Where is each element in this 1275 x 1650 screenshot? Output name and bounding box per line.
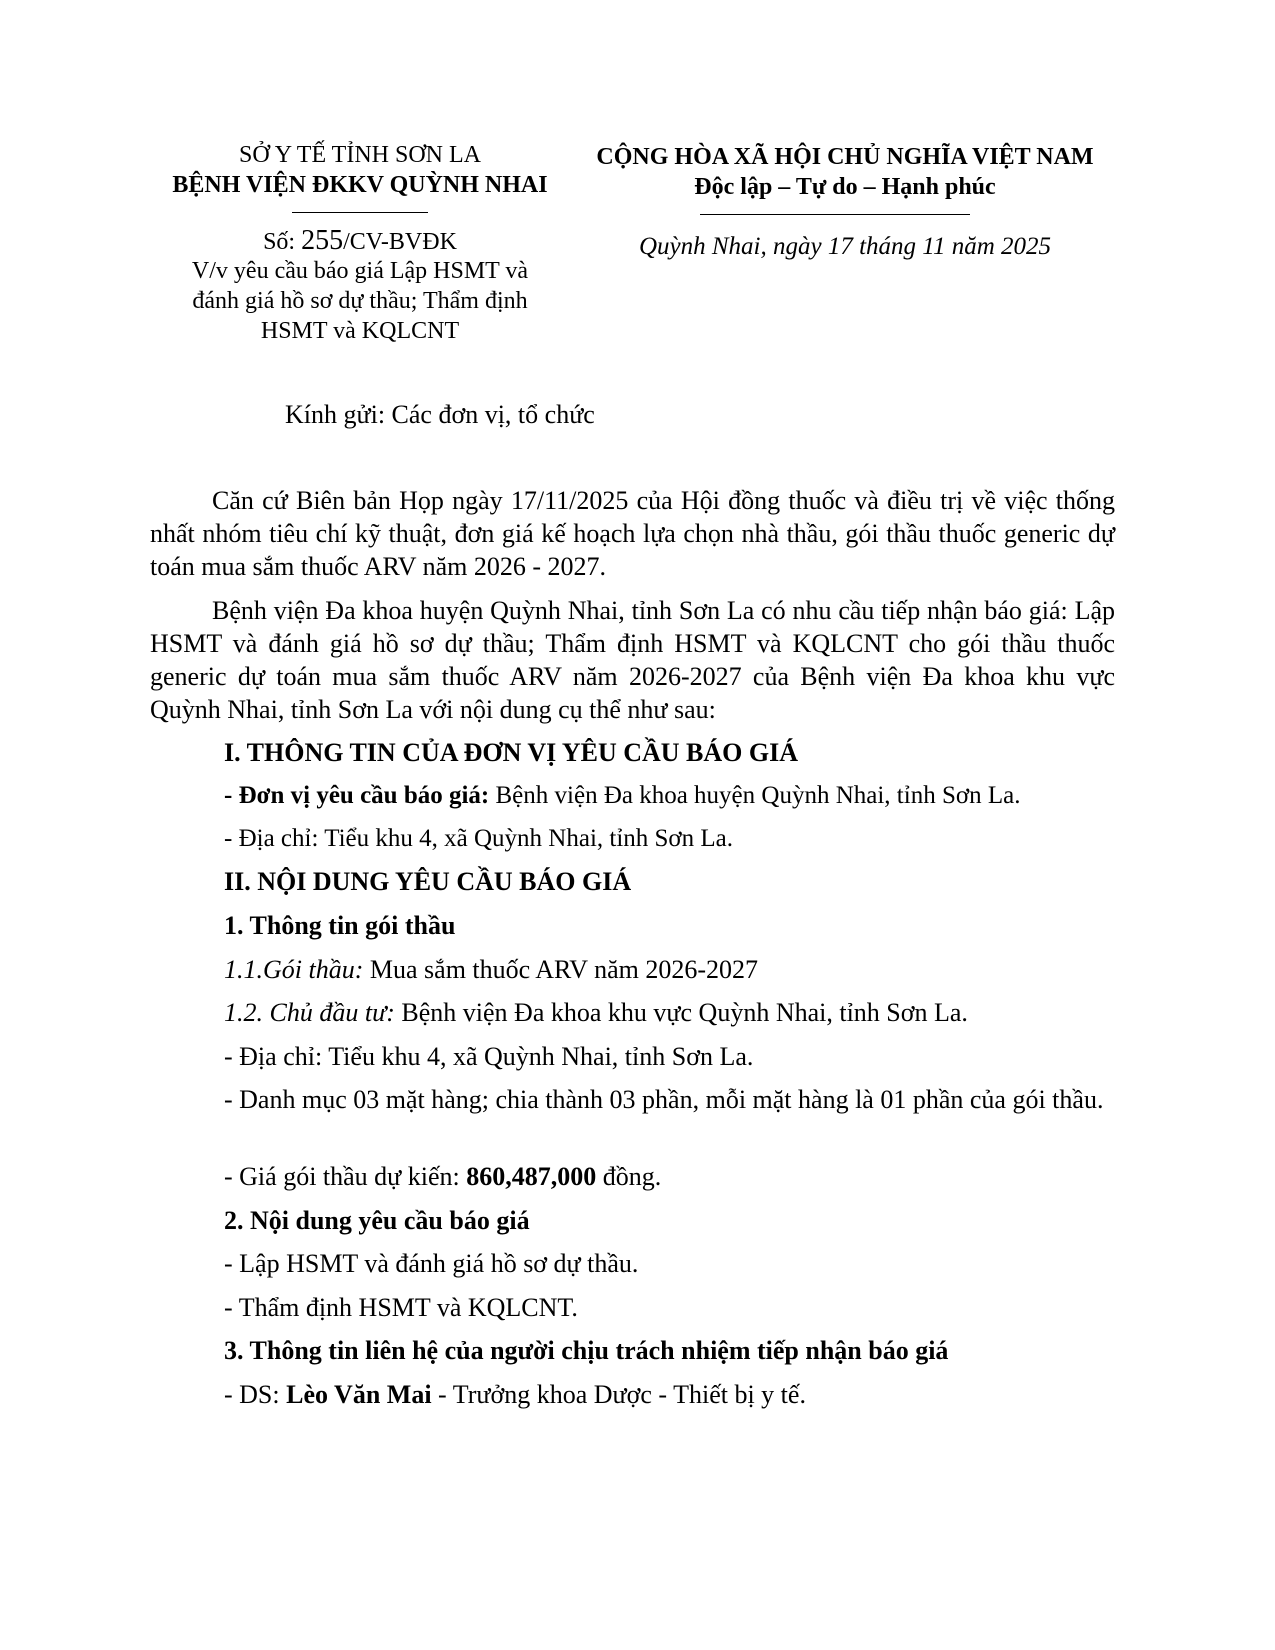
paragraph-request: Bệnh viện Đa khoa huyện Quỳnh Nhai, tỉnh Sơn La có nhu cầu tiếp nhận báo giá: Lập HSMT và đánh giá hồ sơ dự thầu; Thẩm định HSMT và KQLCNT cho gói thầu thuốc generic dự toán mua sắm thuốc ARV năm 2026-2027 của Bệnh viện Đa khoa khu vực Quỳnh Nhai, tỉnh Sơn La với nội dung cụ thể như sau: [150, 596, 1115, 724]
contact-name: Lèo Văn Mai [286, 1380, 432, 1409]
contact-role: - Trưởng khoa Dược - Thiết bị y tế. [431, 1380, 806, 1409]
catalog-description: - Danh mục 03 mặt hàng; chia thành 03 phần, mỗi mặt hàng là 01 phần của gói thầu. [224, 1085, 1104, 1114]
contact-person [224, 1378, 1124, 1411]
section-2-title: II. NỘI DUNG YÊU CẦU BÁO GIÁ [224, 867, 632, 896]
number-value: 255 [301, 225, 344, 256]
subject-line-1: V/v yêu cầu báo giá Lập HSMT và [191, 258, 529, 284]
requesting-unit-label: - Đơn vị yêu cầu báo giá: [224, 782, 490, 809]
investor-address: - Địa chỉ: Tiểu khu 4, xã Quỳnh Nhai, tỉnh Sơn La. [224, 1042, 754, 1071]
paragraph-basis: Căn cứ Biên bản Họp ngày 17/11/2025 của Hội đồng thuốc và điều trị về việc thống nhất nhóm tiêu chí kỹ thuật, đơn giá kế hoạch lựa chọn nhà thầu, gói thầu thuốc generic dự toán mua sắm thuốc ARV năm 2026 - 2027. [150, 486, 1115, 581]
investor-label: 1.2. Chủ đầu tư: [224, 998, 395, 1027]
request-item-1: - Lập HSMT và đánh giá hồ sơ dự thầu. [224, 1249, 639, 1278]
contact-prefix: - DS: [224, 1380, 287, 1409]
requesting-unit-address: - Địa chỉ: Tiểu khu 4, xã Quỳnh Nhai, tỉnh Sơn La. [224, 825, 734, 852]
right-header-divider [700, 214, 970, 215]
request-content-title: 2. Nội dung yêu cầu báo giá [224, 1206, 530, 1235]
price-label: - Giá gói thầu dự kiến: [224, 1162, 467, 1191]
issue-date: Quỳnh Nhai, ngày 17 tháng 11 năm 2025 [638, 233, 1051, 260]
requesting-unit-value: Bệnh viện Đa khoa huyện Quỳnh Nhai, tỉnh Sơn La. [489, 782, 1021, 809]
estimated-price [224, 1160, 1124, 1193]
price-value: 860,487,000 [466, 1162, 597, 1191]
section-1-title: I. THÔNG TIN CỦA ĐƠN VỊ YÊU CẦU BÁO GIÁ [224, 738, 799, 767]
request-item-2: - Thẩm định HSMT và KQLCNT. [224, 1293, 578, 1322]
number-suffix: /CV-BVĐK [343, 229, 457, 255]
agency-name: SỞ Y TẾ TỈNH SƠN LA [238, 142, 481, 168]
number-prefix: Số: [263, 229, 296, 255]
unit-name: BỆNH VIỆN ĐKKV QUỲNH NHAI [172, 172, 548, 198]
subject-line-2: đánh giá hồ sơ dự thầu; Thẩm định [192, 288, 528, 314]
contact-title: 3. Thông tin liên hệ của người chịu trách nhiệm tiếp nhận báo giá [224, 1336, 949, 1365]
motto: Độc lập – Tự do – Hạnh phúc [694, 174, 996, 200]
package-value: Mua sắm thuốc ARV năm 2026-2027 [363, 955, 759, 984]
investor [224, 996, 1124, 1029]
requesting-unit [224, 779, 1124, 812]
recipient: Kính gửi: Các đơn vị, tổ chức [285, 400, 595, 429]
package-info-title: 1. Thông tin gói thầu [224, 911, 456, 940]
package-label: 1.1.Gói thầu: [224, 955, 364, 984]
left-header-divider [292, 212, 428, 213]
country-name: CỘNG HÒA XÃ HỘI CHỦ NGHĨA VIỆT NAM [596, 144, 1094, 170]
subject-line-3: HSMT và KQLCNT [260, 318, 460, 344]
price-unit: đồng. [596, 1162, 662, 1191]
document-number [140, 226, 580, 257]
package-name [224, 953, 1124, 986]
investor-value: Bệnh viện Đa khoa khu vực Quỳnh Nhai, tỉnh Sơn La. [394, 998, 968, 1027]
